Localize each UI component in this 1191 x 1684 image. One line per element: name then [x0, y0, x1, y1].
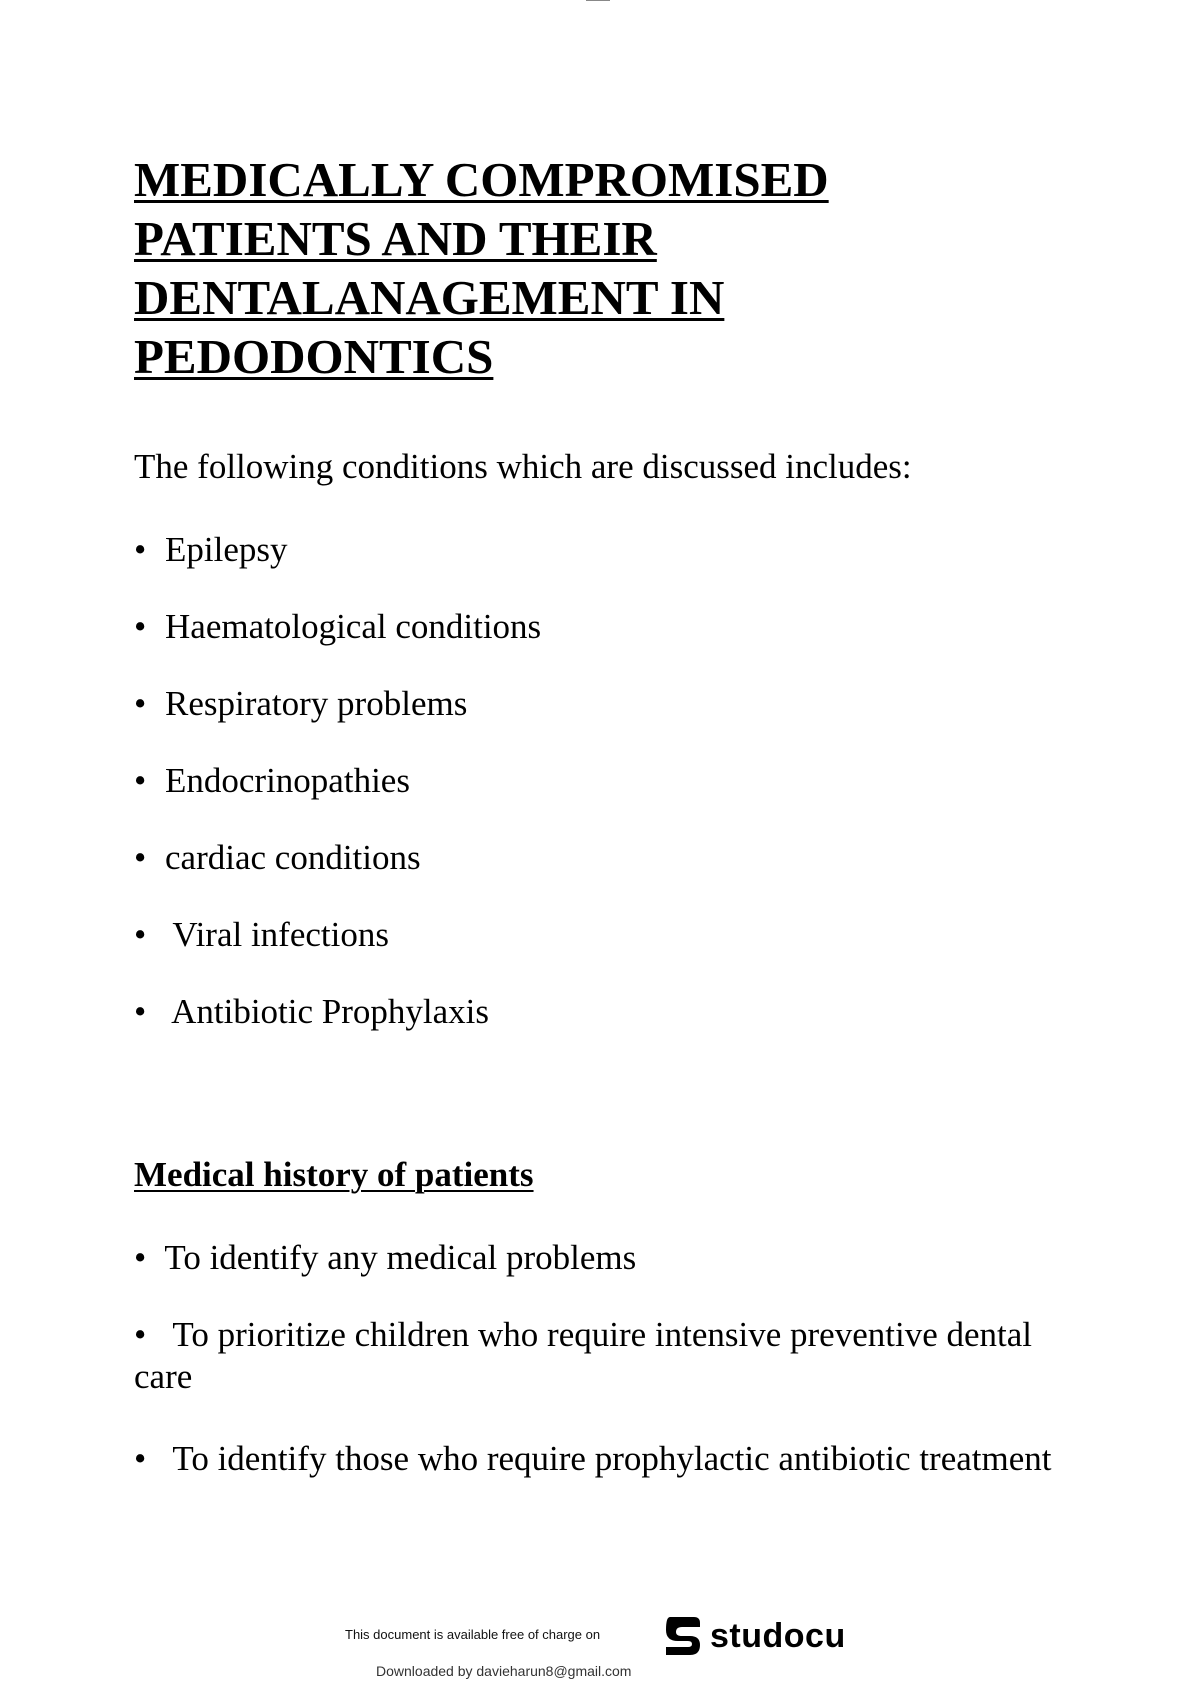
list-item [134, 760, 410, 802]
condition-text: Haematological conditions [165, 607, 542, 646]
history-item-text: To identify any medical problems [164, 1238, 637, 1277]
bullet-glyph: • [134, 684, 147, 723]
bullet-glyph: • [134, 1439, 147, 1478]
title-line-4: PEDODONTICS [134, 329, 494, 384]
page-top-mark [586, 0, 610, 3]
condition-text: Respiratory problems [165, 684, 468, 723]
condition-text: cardiac conditions [165, 838, 421, 877]
list-item [134, 914, 389, 956]
bullet-glyph: • [134, 1315, 147, 1354]
bullet-glyph: • [134, 992, 147, 1031]
history-item-text: To identify those who require prophylactic antibiotic treatment [172, 1439, 1052, 1478]
document-title [134, 150, 1034, 386]
bullet-glyph: • [134, 530, 147, 569]
list-item [134, 991, 489, 1033]
condition-text: Epilepsy [165, 530, 288, 569]
bullet-glyph: • [134, 838, 147, 877]
bullet-glyph: • [134, 607, 147, 646]
list-item [134, 1237, 1094, 1279]
intro-paragraph: The following conditions which are discussed includes: [134, 447, 912, 486]
list-item [134, 1438, 1094, 1480]
list-item [134, 683, 467, 725]
studocu-logo-text: studocu [710, 1616, 846, 1655]
studocu-logo[interactable] [660, 1612, 846, 1660]
condition-text: Antibiotic Prophylaxis [171, 992, 489, 1031]
list-item [134, 1314, 1094, 1398]
condition-text: Endocrinopathies [165, 761, 410, 800]
list-item [134, 529, 288, 571]
bullet-glyph: • [134, 915, 147, 954]
condition-text: Viral infections [172, 915, 389, 954]
title-line-3: DENTALANAGEMENT IN [134, 270, 725, 325]
history-item-text: To prioritize children who require intensive preventive dental care [134, 1315, 1032, 1396]
list-item [134, 606, 541, 648]
studocu-logo-icon [660, 1613, 706, 1659]
title-line-1: MEDICALLY COMPROMISED [134, 152, 829, 207]
downloaded-by-text: Downloaded by davieharun8@gmail.com [376, 1663, 632, 1679]
bullet-glyph: • [134, 1238, 147, 1277]
list-item [134, 837, 421, 879]
title-line-2: PATIENTS AND THEIR [134, 211, 657, 266]
section-heading-medical-history: Medical history of patients [134, 1155, 534, 1194]
bullet-glyph: • [134, 761, 147, 800]
footer-availability-text: This document is available free of charge on [345, 1627, 601, 1642]
